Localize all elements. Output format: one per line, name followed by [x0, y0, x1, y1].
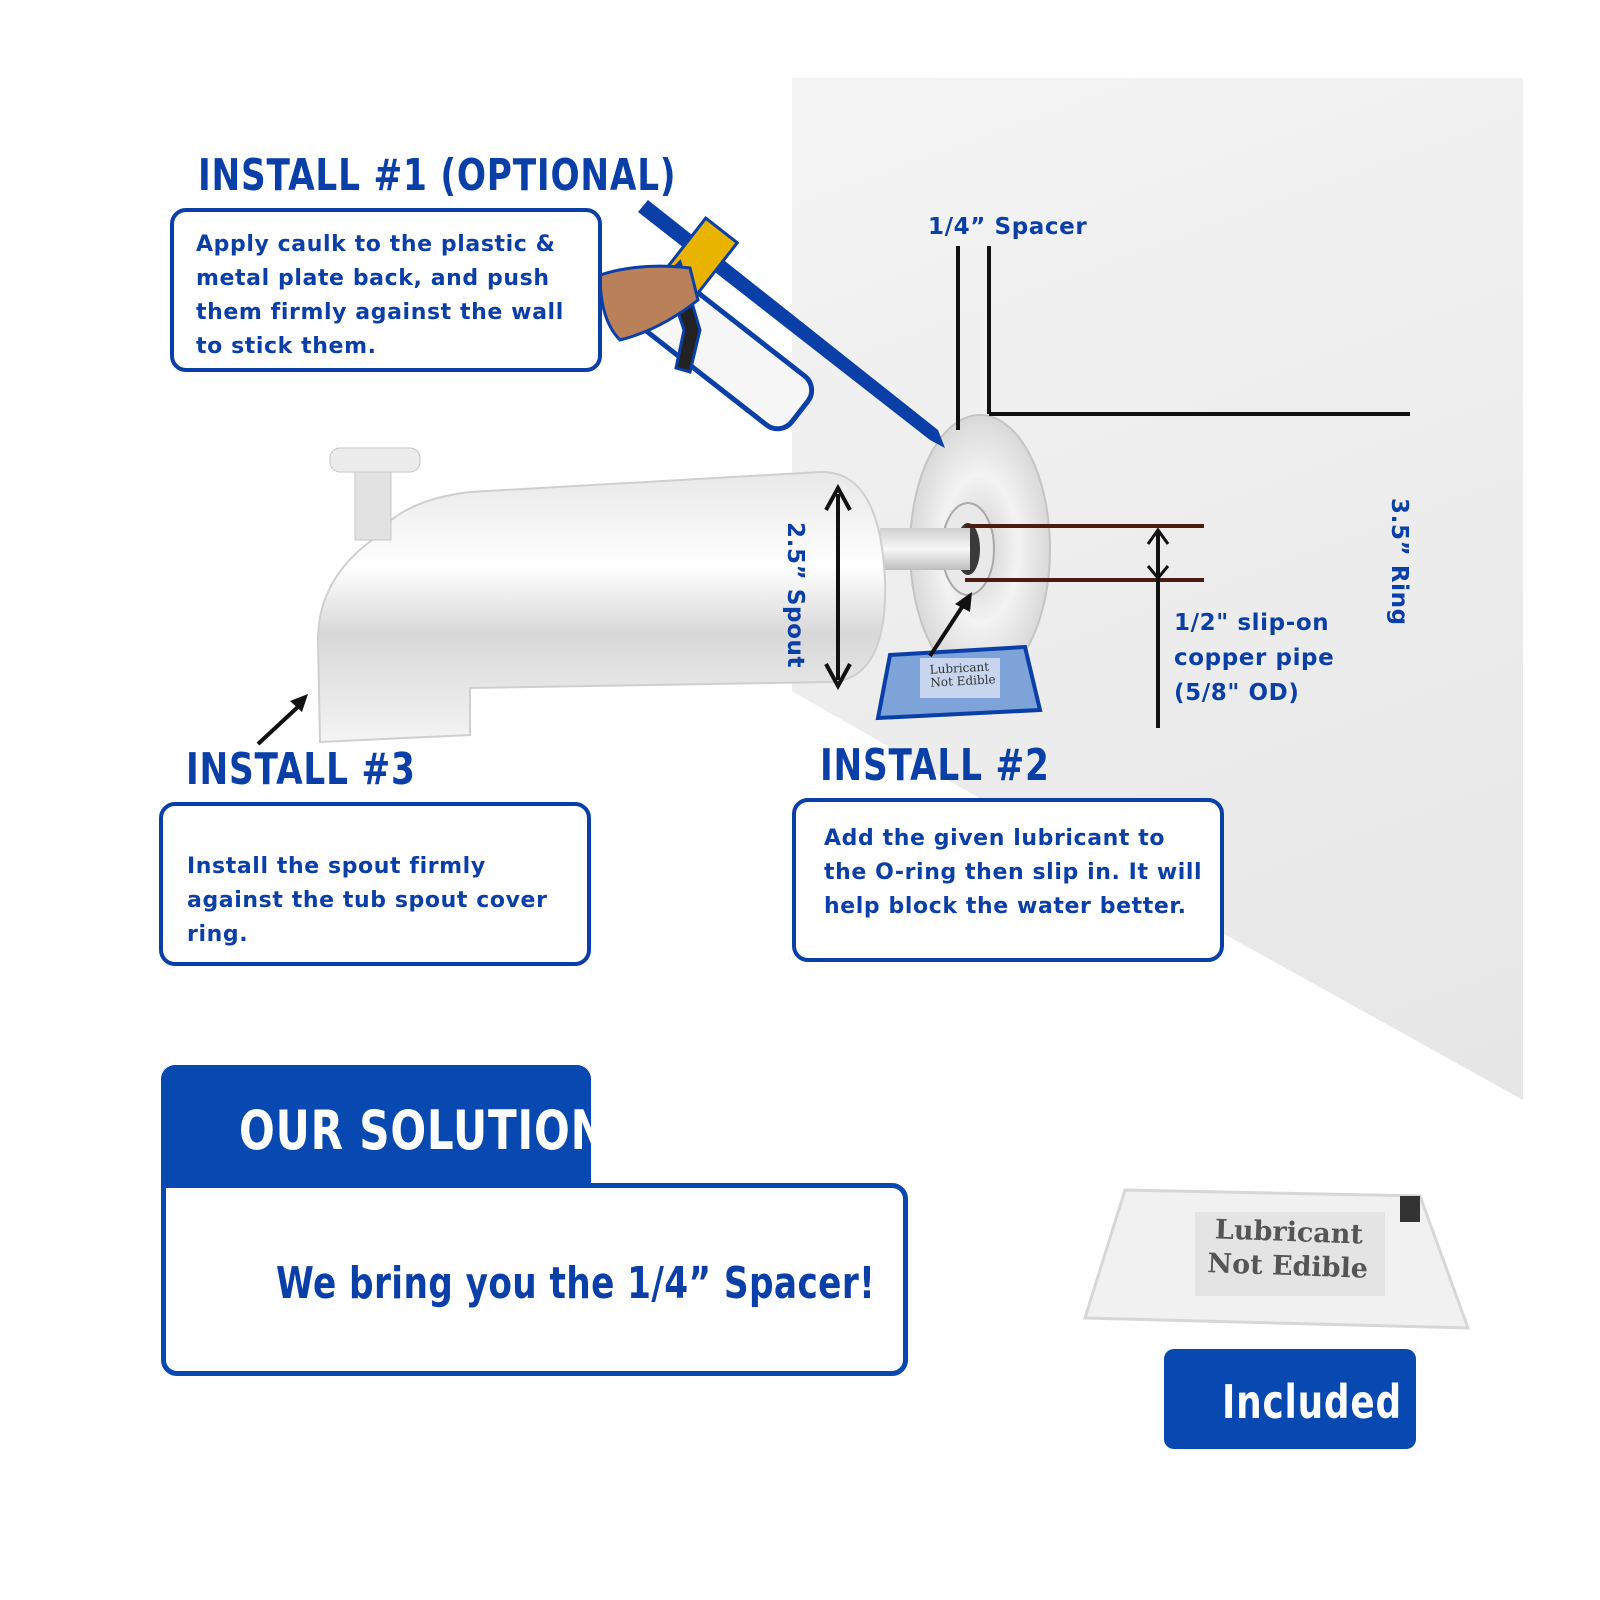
pipe-label-line-3: (5/8" OD) [1174, 680, 1300, 706]
install-3-text: Install the spout firmly against the tub spout cover ring. [187, 854, 548, 947]
solution-tab-label: OUR SOLUTION [239, 1099, 607, 1162]
install-1-text: Apply caulk to the plastic & metal plate back, and push them firmly against the wall to stick them. [196, 232, 564, 359]
install-2-heading: INSTALL #2 [820, 740, 1050, 791]
packet-small-label [929, 660, 996, 689]
pipe-dimension-label [1174, 606, 1334, 711]
packet-large-line-2: Not Edible [1206, 1248, 1369, 1285]
spout-dimension-label: 2.5” Spout [782, 522, 808, 669]
spacer-dimension-label: 1/4” Spacer [928, 214, 1088, 240]
copper-pipe [880, 528, 970, 570]
install-2-box [792, 798, 1224, 962]
pipe-label-line-1: 1/2" slip-on [1174, 610, 1330, 636]
included-label: Included [1222, 1375, 1402, 1429]
install-3-heading: INSTALL #3 [186, 744, 416, 795]
included-badge [1164, 1349, 1416, 1449]
solution-text: We bring you the 1/4” Spacer! [276, 1258, 876, 1309]
pipe-label-line-2: copper pipe [1174, 645, 1335, 671]
solution-box [161, 1183, 908, 1376]
install-1-heading: INSTALL #1 (OPTIONAL) [198, 150, 677, 201]
packet-large-label [1207, 1213, 1370, 1287]
ring-dimension-label: 3.5” Ring [1386, 498, 1412, 626]
packet-small-line-1: Lubricant [929, 659, 990, 677]
caulk-gun-icon [600, 200, 945, 448]
install-2-text: Add the given lubricant to the O-ring then slip in. It will help block the water better. [824, 826, 1203, 919]
install-3-box [159, 802, 591, 966]
packet-small-line-2: Not Edible [929, 672, 996, 690]
solution-tab [161, 1065, 607, 1187]
packet-large-line-1: Lubricant [1214, 1214, 1364, 1251]
install-1-box [170, 208, 602, 372]
